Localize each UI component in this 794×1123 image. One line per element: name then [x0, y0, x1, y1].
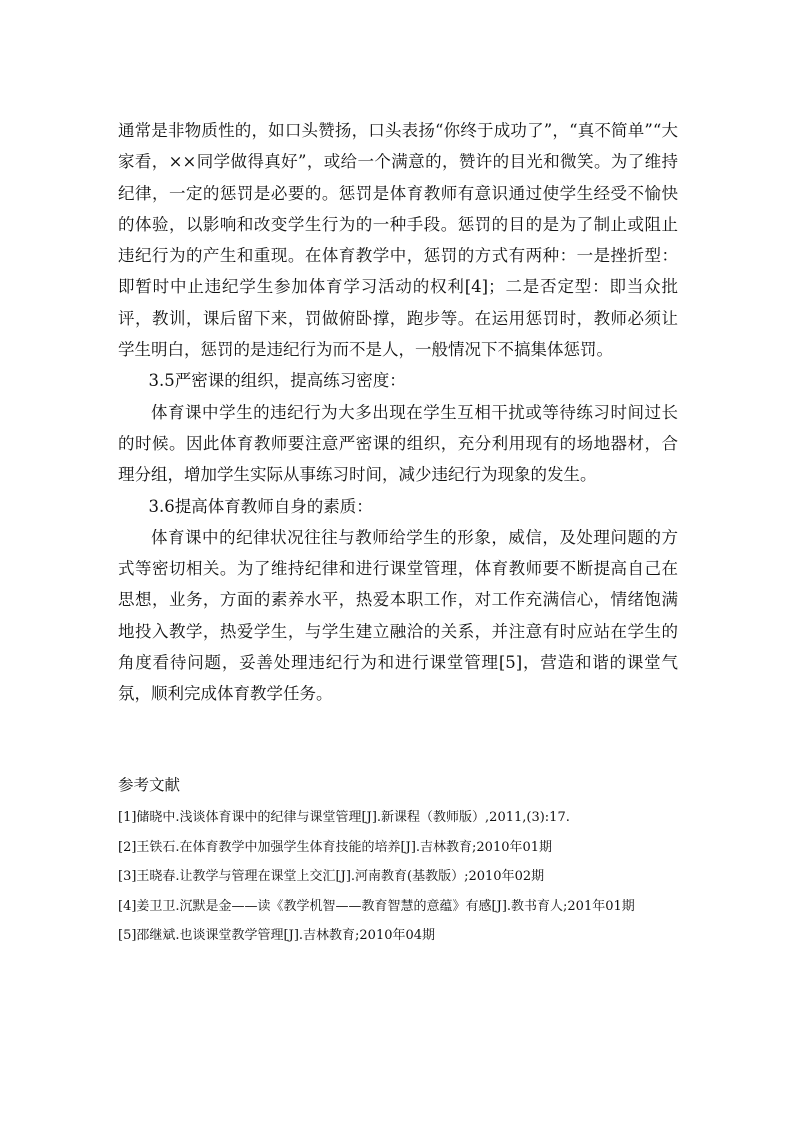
reference-item-5: [5]邵继斌.也谈课堂教学管理[J].吉林教育;2010年04期	[118, 928, 436, 943]
references-title: 参考文献	[118, 776, 181, 794]
body-text	[118, 115, 678, 710]
reference-item-3: [3]王晓春.让教学与管理在课堂上交汇[J].河南教育(基教版）;2010年02期	[118, 869, 545, 884]
references-list	[118, 803, 718, 951]
section-heading-3-5: 3.5严密课的组织，提高练习密度：	[148, 371, 406, 391]
paragraph-teacher-quality: 体育课中的纪律状况往往与教师给学生的形象，威信，及处理问题的方式等密切相关。为了维持纪律和进行课堂管理，体育教师要不断提高自己在思想，业务，方面的素养水平，热爱本职工作，对工作充满信心，情绪饱满地投入教学，热爱学生，与学生建立融洽的关系，并注意有时应站在学生的角度看待问题，妥善处理违纪行为和进行课堂管理[5]，营造和谐的课堂气氛，顺利完成体育教学任务。	[118, 527, 678, 704]
section-heading-3-6: 3.6提高体育教师自身的素质：	[148, 496, 373, 516]
reference-item-2: [2]王铁石.在体育教学中加强学生体育技能的培养[J].吉林教育;2010年01期	[118, 839, 553, 855]
reference-item-4: [4]姜卫卫.沉默是金——读《教学机智——教育智慧的意蕴》有感[J].教书育人;201年01期	[118, 898, 635, 914]
references-section	[118, 773, 718, 951]
paragraph-punishment: 通常是非物质性的，如口头赞扬，口头表扬“你终于成功了”，“真不简单”“大家看，××同学做得真好”，或给一个满意的，赞许的目光和微笑。为了维持纪律，一定的惩罚是必要的。惩罚是体育教师有意识通过使学生经受不愉快的体验，以影响和改变学生行为的一种手段。惩罚的目的是为了制止或阻止违纪行为的产生和重现。在体育教学中，惩罚的方式有两种：一是挫折型：即暂时中止违纪学生参加体育学习活动的权利[4]；二是否定型：即当众批评，教训，课后留下来，罚做俯卧撑，跑步等。在运用惩罚时，教师必须让学生明白，惩罚的是违纪行为而不是人，一般情况下不搞集体惩罚。	[118, 121, 678, 360]
paragraph-class-organization: 体育课中学生的违纪行为大多出现在学生互相干扰或等待练习时间过长的时候。因此体育教师要注意严密课的组织，充分利用现有的场地器材，合理分组，增加学生实际从事练习时间，减少违纪行为现象的发生。	[118, 402, 678, 485]
reference-item-1: [1]储晓中.浅谈体育课中的纪律与课堂管理[J].新课程（教师版）,2011,(3):17.	[118, 810, 570, 825]
